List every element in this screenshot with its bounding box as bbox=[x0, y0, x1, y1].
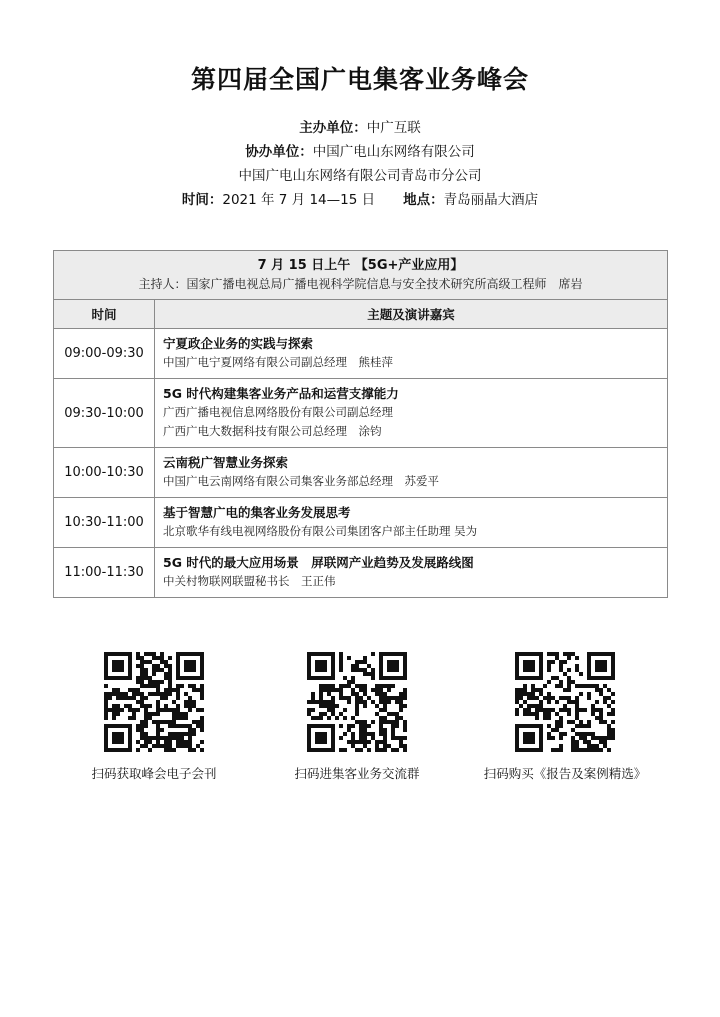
topic-title: 5G 时代构建集客业务产品和运营支撑能力 bbox=[163, 386, 399, 401]
session-header-row bbox=[54, 251, 668, 300]
agenda-table bbox=[53, 250, 668, 598]
time-location-line bbox=[0, 188, 720, 208]
time-cell: 10:30-11:00 bbox=[54, 498, 155, 548]
speaker: 广西广电大数据科技有限公司总经理 涂钧 bbox=[163, 424, 382, 438]
table-row bbox=[54, 448, 668, 498]
topic-column-header: 主题及演讲嘉宾 bbox=[155, 300, 668, 329]
speaker: 中关村物联网联盟秘书长 王正伟 bbox=[163, 574, 336, 588]
time-cell: 09:00-09:30 bbox=[54, 329, 155, 379]
speaker: 北京歌华有线电视网络股份有限公司集团客户部主任助理 吴为 bbox=[163, 524, 478, 538]
table-row bbox=[54, 379, 668, 448]
session-title: 7 月 15 日上午 【5G+产业应用】 bbox=[257, 258, 464, 273]
speaker: 中国广电云南网络有限公司集客业务部总经理 苏爱平 bbox=[163, 474, 439, 488]
co-organizer-value-2: 中国广电山东网络有限公司青岛市分公司 bbox=[238, 168, 482, 184]
topic-title: 基于智慧广电的集客业务发展思考 bbox=[163, 505, 351, 520]
qr-caption: 扫码购买《报告及案例精选》 bbox=[483, 766, 647, 781]
topic-cell bbox=[155, 329, 668, 379]
topic-cell bbox=[155, 379, 668, 448]
table-row bbox=[54, 498, 668, 548]
time-label: 时间： bbox=[181, 192, 223, 208]
topic-title: 5G 时代的最大应用场景 屏联网产业趋势及发展路线图 bbox=[163, 555, 474, 570]
table-row bbox=[54, 548, 668, 598]
co-organizer-line bbox=[0, 140, 720, 160]
topic-cell bbox=[155, 498, 668, 548]
time-cell: 09:30-10:00 bbox=[54, 379, 155, 448]
session-host: 主持人：国家广播电视总局广播电视科学院信息与安全技术研究所高级工程师 席岩 bbox=[138, 277, 583, 291]
location-label: 地点： bbox=[403, 192, 444, 208]
organizer-value: 中广互联 bbox=[366, 120, 421, 136]
time-column-header: 时间 bbox=[54, 300, 155, 329]
topic-title: 宁夏政企业务的实践与探索 bbox=[163, 336, 314, 351]
session-header-cell bbox=[54, 251, 668, 300]
organizer-line bbox=[0, 116, 720, 136]
qr-code-icon[interactable] bbox=[104, 652, 204, 752]
topic-cell bbox=[155, 448, 668, 498]
speaker: 广西广播电视信息网络股份有限公司副总经理 bbox=[163, 405, 393, 419]
qr-caption: 扫码进集客业务交流群 bbox=[294, 766, 420, 781]
qr-caption: 扫码获取峰会电子会刊 bbox=[91, 766, 217, 781]
location-value: 青岛丽晶大酒店 bbox=[443, 192, 539, 208]
qr-block-report bbox=[465, 652, 665, 782]
organizer-label: 主办单位： bbox=[299, 120, 367, 136]
topic-cell bbox=[155, 548, 668, 598]
co-organizer-value-1: 中国广电山东网络有限公司 bbox=[312, 144, 475, 160]
qr-code-icon[interactable] bbox=[307, 652, 407, 752]
time-cell: 10:00-10:30 bbox=[54, 448, 155, 498]
page-title: 第四届全国广电集客业务峰会 bbox=[190, 65, 529, 94]
topic-title: 云南税广智慧业务探索 bbox=[163, 455, 289, 470]
time-cell: 11:00-11:30 bbox=[54, 548, 155, 598]
co-organizer-label: 协办单位： bbox=[245, 144, 313, 160]
speaker: 中国广电宁夏网络有限公司副总经理 熊桂萍 bbox=[163, 355, 393, 369]
co-organizer-line-2 bbox=[0, 164, 720, 184]
qr-block-group bbox=[257, 652, 457, 782]
table-header-row bbox=[54, 300, 668, 329]
qr-code-icon[interactable] bbox=[515, 652, 615, 752]
table-row bbox=[54, 329, 668, 379]
agenda-body bbox=[54, 329, 668, 598]
qr-block-ebook bbox=[54, 652, 254, 782]
time-value: 2021 年 7 月 14—15 日 bbox=[222, 192, 376, 208]
